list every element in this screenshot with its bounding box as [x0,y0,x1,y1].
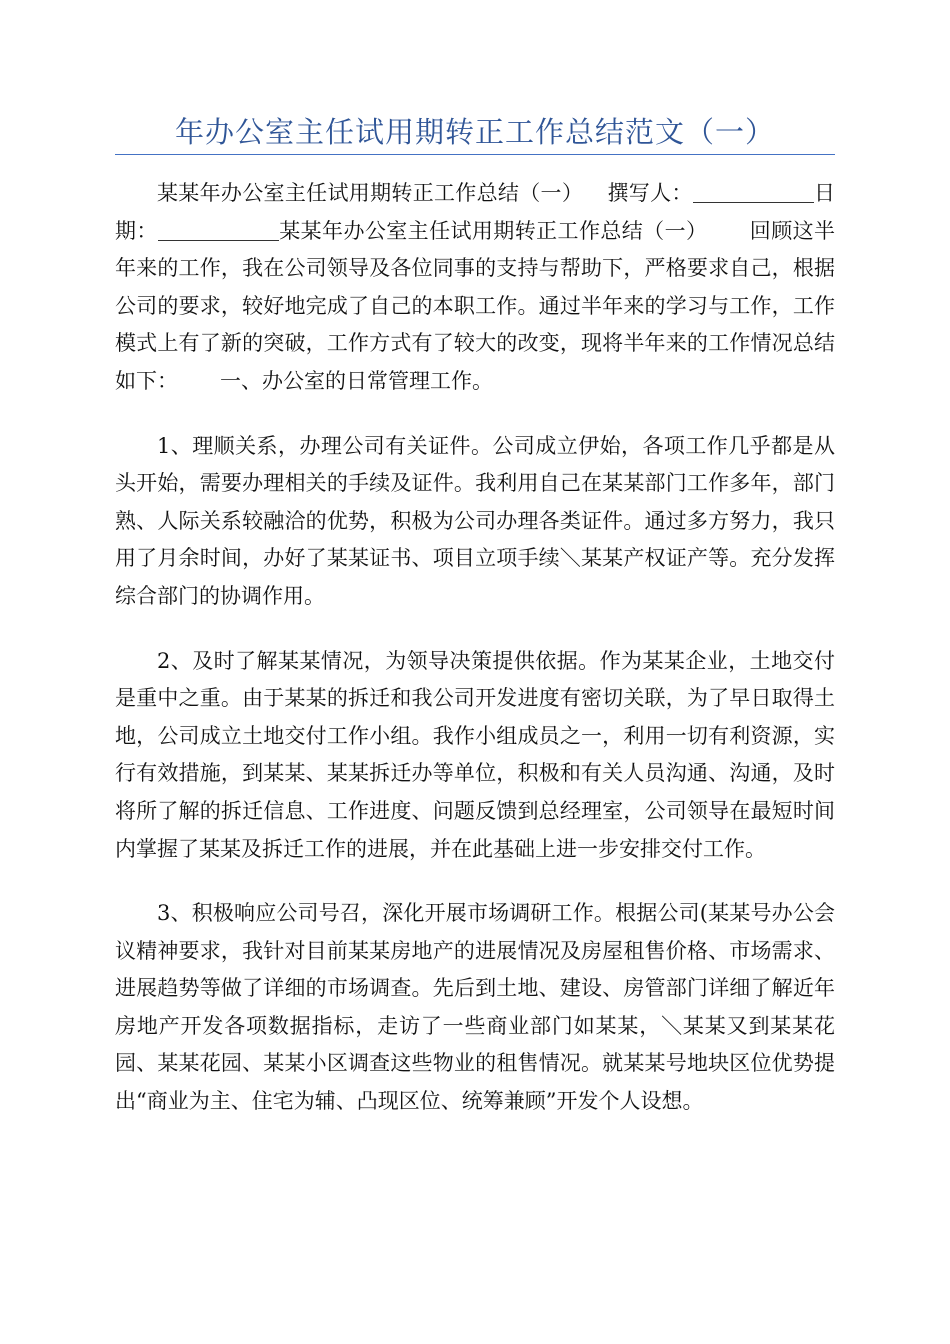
paragraph-2: 2、及时了解某某情况，为领导决策提供依据。作为某某企业，土地交付是重中之重。由于某某的拆迁和我公司开发进度有密切关联，为了早日取得土地，公司成立土地交付工作小组。我作小组成员之一，利用一切有利资源，实行有效措施，到某某、某某拆迁办等单位，积极和有关人员沟通、沟通，及时将所了解的拆迁信息、工作进度、问题反馈到总经理室，公司领导在最短时间内掌握了某某及拆迁工作的进展，并在此基础上进一步安排交付工作。 [115,648,835,861]
paragraph-1: 1、理顺关系，办理公司有关证件。公司成立伊始，各项工作几乎都是从头开始，需要办理相关的手续及证件。我利用自己在某某部门工作多年，部门熟、人际关系较融洽的优势，积极为公司办理各类证件。通过多方努力，我只用了月余时间，办好了某某证书、项目立项手续＼某某产权证产等。充分发挥综合部门的协调作用。 [115,433,835,608]
date-blank [158,218,279,241]
document-title: 年办公室主任试用期转正工作总结范文（一） [174,115,775,149]
paragraph-3: 3、积极响应公司号召，深化开展市场调研工作。根据公司(某某号办公会议精神要求，我针对目前某某房地产的进展情况及房屋租售价格、市场需求、进展趋势等做了详细的市场调查。先后到土地、建设、房管部门详细了解近年房地产开发各项数据指标，走访了一些商业部门如某某，＼某某又到某某花园、某某花园、某某小区调查这些物业的租售情况。就某某号地块区位优势提出“商业为主、住宅为辅、凸现区位、统筹兼顾”开发个人设想。 [115,901,835,1114]
title-underline [115,154,835,155]
date-label: 日期： [115,181,836,243]
intro-paragraph [115,175,835,401]
author-label: 撰写人： [607,181,693,205]
intro-text-b: 回顾这半年来的工作，我在公司领导及各位同事的支持与帮助下，严格要求自己，根据公司的要求，较好地完成了自己的本职工作。通过半年来的学习与工作，工作模式上有了新的突破，工作方式有了较大的改变，现将半年来的工作情况总结如下： [115,218,836,393]
intro-heading-line: 某某年办公室主任试用期转正工作总结（一） [157,181,584,205]
document-body [115,175,835,1121]
author-blank [693,180,814,203]
section-heading: 一、办公室的日常管理工作。 [220,368,493,393]
intro-text-a: 某某年办公室主任试用期转正工作总结（一） [278,218,708,243]
